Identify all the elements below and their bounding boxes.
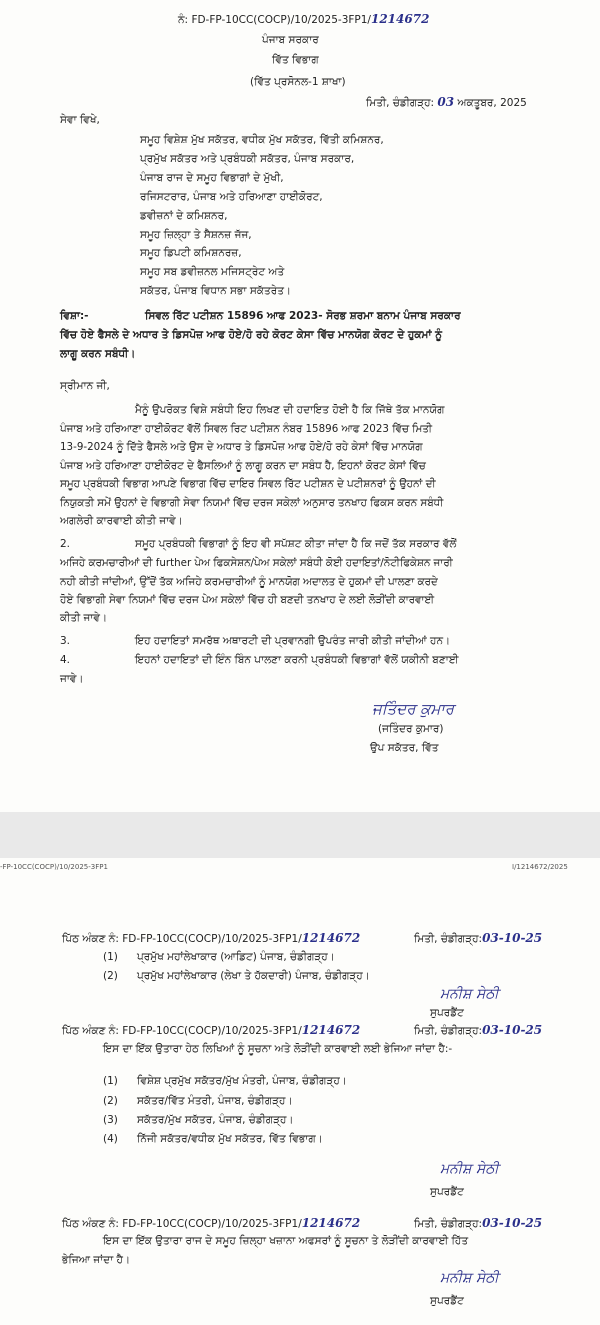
endorsement-signer-title: ਸੁਪਰਡੈਂਟ [430,1007,464,1019]
paragraph-line: ਕੀਤੀ ਜਾਵੇ। [60,612,108,624]
endorsement-date-prefix: ਮਿਤੀ, ਚੰਡੀਗੜ੍ਹ: [414,1025,483,1037]
recipient-item: ਸਮੂਹ ਸਬ ਡਵੀਜ਼ਨਲ ਮਜਿਸਟ੍ਰੇਟ ਅਤੇ [140,266,285,278]
endorsement-ref-number: 1214672 [301,1023,361,1037]
endorsement-date [414,1217,542,1231]
recipient-item: ਡਵੀਜ਼ਨਾਂ ਦੇ ਕਮਿਸ਼ਨਰ, [140,210,228,222]
endorsement-ref-number: 1214672 [301,931,361,945]
list-item-number: (2) [103,970,118,982]
endorsement-date [414,1024,542,1038]
department-name: ਵਿੱਤ ਵਿਭਾਗ [272,54,319,66]
endorsement-ref-number: 1214672 [301,1216,361,1230]
paragraph-line: ਸਮੂਹ ਪ੍ਰਬੰਧਕੀ ਵਿਭਾਗਾਂ ਨੂੰ ਇਹ ਵੀ ਸਪੱਸ਼ਟ ਕੀਤਾ ਜਾਂਦਾ ਹੈ ਕਿ ਜਦੋਂ ਤੱਕ ਸਰਕਾਰ ਵੱਲੋਂ [135,538,457,550]
reference-prefix: ਨੰ: FD-FP-10CC(COCP)/10/2025-3FP1/ [178,14,371,26]
endorsement-date-prefix: ਮਿਤੀ, ਚੰਡੀਗੜ੍ਹ: [414,1218,483,1230]
list-item: ਪ੍ਰਮੁੱਖ ਮਹਾਂਲੇਖਾਕਾਰ (ਆਡਿਟ) ਪੰਜਾਬ, ਚੰਡੀਗੜ੍ਹ। [137,951,335,963]
list-item: ਨਿੱਜੀ ਸਕੱਤਰ/ਵਧੀਕ ਮੁੱਖ ਸਕੱਤਰ, ਵਿੱਤ ਵਿਭਾਗ। [137,1133,323,1145]
endorsement-date-value: 03-10-25 [482,1023,543,1037]
list-item: ਸਕੱਤਰ/ਮੁੱਖ ਸਕੱਤਰ, ਪੰਜਾਬ, ਚੰਡੀਗੜ੍ਹ। [137,1114,294,1126]
list-item: ਸਕੱਤਰ/ਵਿੱਤ ਮੰਤਰੀ, ਪੰਜਾਬ, ਚੰਡੀਗੜ੍ਹ। [137,1095,293,1107]
signer-name: (ਜਤਿੰਦਰ ਕੁਮਾਰ) [378,723,444,735]
recipient-item: ਪੰਜਾਬ ਰਾਜ ਦੇ ਸਮੂਹ ਵਿਭਾਗਾਂ ਦੇ ਮੁੱਖੀ, [140,172,284,184]
paragraph-line: ਪੰਜਾਬ ਅਤੇ ਹਰਿਆਣਾ ਹਾਈਕੋਰਟ ਦੇ ਫੈਸਲਿਆਂ ਨੂੰ ਲਾਗੂ ਕਰਨ ਦਾ ਸਬੰਧ ਹੈ, ਇਹਨਾਂ ਕੋਰਟ ਕੇਸਾਂ ਵਿੱਚ [60,460,426,472]
signer-title: ਉਪ ਸਕੱਤਰ, ਵਿੱਤ [370,742,439,754]
endorsement-date-value: 03-10-25 [482,931,543,945]
paragraph-line: ਅਗਲੇਰੀ ਕਾਰਵਾਈ ਕੀਤੀ ਜਾਵੇ। [60,515,183,527]
list-item: ਵਿਸ਼ੇਸ਼ ਪ੍ਰਮੁੱਖ ਸਕੱਤਰ/ਮੁੱਖ ਮੰਤਰੀ, ਪੰਜਾਬ, ਚੰਡੀਗੜ੍ਹ। [137,1075,347,1087]
date-day-handwritten: 03 [437,95,455,109]
recipient-item: ਰਜਿਸਟਰਾਰ, ਪੰਜਾਬ ਅਤੇ ਹਰਿਆਣਾ ਹਾਈਕੋਰਟ, [140,191,323,203]
paragraph-number: 3. [60,635,71,647]
paragraph-line: ਪੰਜਾਬ ਅਤੇ ਹਰਿਆਣਾ ਹਾਈਕੋਰਟ ਵੱਲੋਂ ਸਿਵਲ ਰਿਟ ਪਟੀਸ਼ਨ ਨੰਬਰ 15896 ਆਫ 2023 ਵਿੱਚ ਮਿਤੀ [60,423,432,435]
endorsement-date-value: 03-10-25 [482,1216,543,1230]
page-header-right: I/1214672/2025 [512,863,568,871]
paragraph-number: 2. [60,538,71,550]
endorsement-date-prefix: ਮਿਤੀ, ਚੰਡੀਗੜ੍ਹ: [414,933,483,945]
paragraph-line: ਨਿਯੁਕਤੀ ਸਮੇਂ ਉਹਨਾਂ ਦੇ ਵਿਭਾਗੀ ਸੇਵਾ ਨਿਯਮਾਂ ਵਿੱਚ ਦਰਜ ਸਕੇਲਾਂ ਅਨੁਸਾਰ ਤਨਖਾਹ ਫਿਕਸ ਕਰਨ ਸਬੰਧੀ [60,497,444,509]
reference-handwritten-number: 1214672 [370,12,430,26]
paragraph-line: ਇਹ ਹਦਾਇਤਾਂ ਸਮਰੱਥ ਅਥਾਰਟੀ ਦੀ ਪ੍ਰਵਾਨਗੀ ਉਪਰੰਤ ਜਾਰੀ ਕੀਤੀ ਜਾਂਦੀਆਂ ਹਨ। [135,635,451,647]
endorsement-signer-title: ਸੁਪਰਡੈਂਟ [430,1186,464,1198]
endorsement-body-line: ਭੇਜਿਆ ਜਾਂਦਾ ਹੈ। [62,1254,131,1266]
recipient-item: ਸਮੂਹ ਜ਼ਿਲ੍ਹਾ ਤੇ ਸੈਸ਼ਨਜ਼ ਜੱਜ, [140,229,252,241]
list-item-number: (3) [103,1114,118,1126]
endorsement-ref-prefix: ਪਿੱਠ ਅੰਕਣ ਨੰ: FD-FP-10CC(COCP)/10/2025-3FP1/ [62,1218,302,1230]
letter-date [366,96,527,110]
endorsement-date [414,932,542,946]
date-prefix: ਮਿਤੀ, ਚੰਡੀਗੜ੍ਹ: [366,97,435,109]
page-header-left: -FP-10CC(COCP)/10/2025-3FP1 [0,863,108,871]
endorsement-signer-title: ਸੁਪਰਡੈਂਟ [430,1295,464,1307]
date-month-year: ਅਕਤੂਬਰ, 2025 [457,97,527,109]
paragraph-number: 4. [60,654,71,666]
paragraph-line: ਨਹੀ ਕੀਤੀ ਜਾਂਦੀਆਂ, ਉੱਦੋਂ ਤੱਕ ਅਜਿਹੇ ਕਰਮਚਾਰੀਆਂ ਨੂੰ ਮਾਨਯੋਗ ਅਦਾਲਤ ਦੇ ਹੁਕਮਾਂ ਦੀ ਪਾਲਣਾ ਕਰਦੇ [60,576,438,588]
endorsement-ref-prefix: ਪਿੱਠ ਅੰਕਣ ਨੰ: FD-FP-10CC(COCP)/10/2025-3FP1/ [62,933,302,945]
recipient-item: ਸਮੂਹ ਵਿਸ਼ੇਸ਼ ਮੁੱਖ ਸਕੱਤਰ, ਵਧੀਕ ਮੁੱਖ ਸਕੱਤਰ, ਵਿੱਤੀ ਕਮਿਸ਼ਨਰ, [140,134,384,146]
list-item-number: (4) [103,1133,118,1145]
list-item-number: (1) [103,951,118,963]
reference-number [178,13,429,27]
paragraph-line: 13-9-2024 ਨੂੰ ਦਿੱਤੇ ਫੈਸਲੇ ਅਤੇ ਉਸ ਦੇ ਅਧਾਰ ਤੇ ਡਿਸਪੋਜ਼ ਆਫ ਹੋਏ/ਹੋ ਰਹੇ ਕੇਸਾਂ ਵਿੱਚ ਮਾਨਯੋਗ [60,441,423,453]
paragraph-line: ਹੋਏ ਵਿਭਾਗੀ ਸੇਵਾ ਨਿਯਮਾਂ ਵਿੱਚ ਦਰਜ ਪੇਅ ਸਕੇਲਾਂ ਵਿੱਚ ਹੀ ਬਣਦੀ ਤਨਖਾਹ ਦੇ ਲਈ ਲੋੜੀਂਦੀ ਕਾਰਵਾਈ [60,594,434,606]
list-item-number: (2) [103,1095,118,1107]
endorsement-signature: ਮਨੀਸ਼ ਸੇਠੀ [440,1161,499,1177]
paragraph-line: ਅਜਿਹੇ ਕਰਮਚਾਰੀਆਂ ਦੀ further ਪੇਅ ਫਿਕਸੇਸ਼ਨ/ਪੇਅ ਸਕੇਲਾਂ ਸਬੰਧੀ ਕੋਈ ਹਦਾਇਤਾਂ/ਨੋਟੀਫਿਕੇਸ਼ਨ ਜਾਰੀ [60,557,453,569]
recipient-item: ਸਕੱਤਰ, ਪੰਜਾਬ ਵਿਧਾਨ ਸਭਾ ਸਕੱਤਰੇਤ। [140,285,292,297]
recipient-item: ਪ੍ਰਮੁੱਖ ਸਕੱਤਰ ਅਤੇ ਪ੍ਰਬੰਧਕੀ ਸਕੱਤਰ, ਪੰਜਾਬ ਸਰਕਾਰ, [140,153,355,165]
list-item: ਪ੍ਰਮੁੱਖ ਮਹਾਂਲੇਖਾਕਾਰ (ਲੇਖਾ ਤੇ ਹੱਕਦਾਰੀ) ਪੰਜਾਬ, ਚੰਡੀਗੜ੍ਹ। [137,970,370,982]
endorsement-reference [62,1217,360,1231]
government-name: ਪੰਜਾਬ ਸਰਕਾਰ [262,34,319,46]
endorsement-body-line: ਇਸ ਦਾ ਇੱਕ ਉਤਾਰਾ ਰਾਜ ਦੇ ਸਮੂਹ ਜ਼ਿਲ੍ਹਾ ਖਜ਼ਾਨਾ ਅਫਸਰਾਂ ਨੂੰ ਸੂਚਨਾ ਤੇ ਲੋੜੀਂਦੀ ਕਾਰਵਾਈ ਹਿੱਤ [103,1235,469,1247]
letter-page-2 [0,858,600,1325]
subject-line: ਸਿਵਲ ਰਿੱਟ ਪਟੀਸ਼ਨ 15896 ਆਫ 2023- ਸੋਰਭ ਸ਼ਰਮਾ ਬਨਾਮ ਪੰਜਾਬ ਸਰਕਾਰ [145,310,461,322]
paragraph-line: ਸਮੂਹ ਪ੍ਰਬੰਧਕੀ ਵਿਭਾਗ ਆਪਣੇ ਵਿਭਾਗ ਵਿੱਚ ਦਾਇਰ ਸਿਵਲ ਰਿੱਟ ਪਟੀਸ਼ਨ ਦੇ ਪਟੀਸ਼ਨਰਾਂ ਨੂੰ ਉਹਨਾਂ ਦੀ [60,478,436,490]
endorsement-signature: ਮਨੀਸ਼ ਸੇਠੀ [440,1270,499,1286]
recipient-item: ਸਮੂਹ ਡਿਪਟੀ ਕਮਿਸ਼ਨਰਜ਼, [140,247,242,259]
endorsement-reference [62,932,360,946]
paragraph-line: ਇਹਨਾਂ ਹਦਾਇਤਾਂ ਦੀ ਇੰਨ ਬਿੰਨ ਪਾਲਣਾ ਕਰਨੀ ਪ੍ਰਬੰਧਕੀ ਵਿਭਾਗਾਂ ਵੱਲੋਂ ਯਕੀਨੀ ਬਣਾਈ [135,654,459,666]
subject-line: ਲਾਗੂ ਕਰਨ ਸਬੰਧੀ। [60,348,136,360]
paragraph-line: ਮੈਨੂੰ ਉਪਰੋਕਤ ਵਿਸ਼ੇ ਸਬੰਧੀ ਇਹ ਲਿਖਣ ਦੀ ਹਦਾਇਤ ਹੋਈ ਹੈ ਕਿ ਜਿੱਥੇ ਤੱਕ ਮਾਨਯੋਗ [135,404,445,416]
subject-line: ਵਿੱਚ ਹੋਏ ਫੈਸਲੇ ਦੇ ਅਧਾਰ ਤੇ ਡਿਸਪੋਜ਼ ਆਫ ਹੋਏ/ਹੋ ਰਹੇ ਕੋਰਟ ਕੇਸਾ ਵਿੱਚ ਮਾਨਯੋਗ ਕੋਰਟ ਦੇ ਹੁਕਮਾਂ ਨੂੰ [60,329,442,341]
paragraph-line: ਜਾਵੇ। [60,673,84,685]
branch-name: (ਵਿੱਤ ਪ੍ਰਸੋਨਲ-1 ਸ਼ਾਖਾ) [250,76,346,88]
endorsement-ref-prefix: ਪਿੱਠ ਅੰਕਣ ਨੰ: FD-FP-10CC(COCP)/10/2025-3FP1/ [62,1025,302,1037]
subject-label: ਵਿਸ਼ਾ:- [60,310,89,322]
endorsement-reference [62,1024,360,1038]
endorsement-intro: ਇਸ ਦਾ ਇੱਕ ਉਤਾਰਾ ਹੇਠ ਲਿਖਿਆਂ ਨੂੰ ਸੂਚਨਾ ਅਤੇ ਲੋੜੀਂਦੀ ਕਾਰਵਾਈ ਲਈ ਭੇਜਿਆ ਜਾਂਦਾ ਹੈ:- [103,1043,453,1055]
endorsement-signature: ਮਨੀਸ਼ ਸੇਠੀ [440,986,499,1002]
salutation: ਸ੍ਰੀਮਾਨ ਜੀ, [60,380,110,392]
to-label: ਸੇਵਾ ਵਿਖੇ, [60,114,100,126]
list-item-number: (1) [103,1075,118,1087]
signature: ਜਤਿੰਦਰ ਕੁਮਾਰ [372,700,454,718]
